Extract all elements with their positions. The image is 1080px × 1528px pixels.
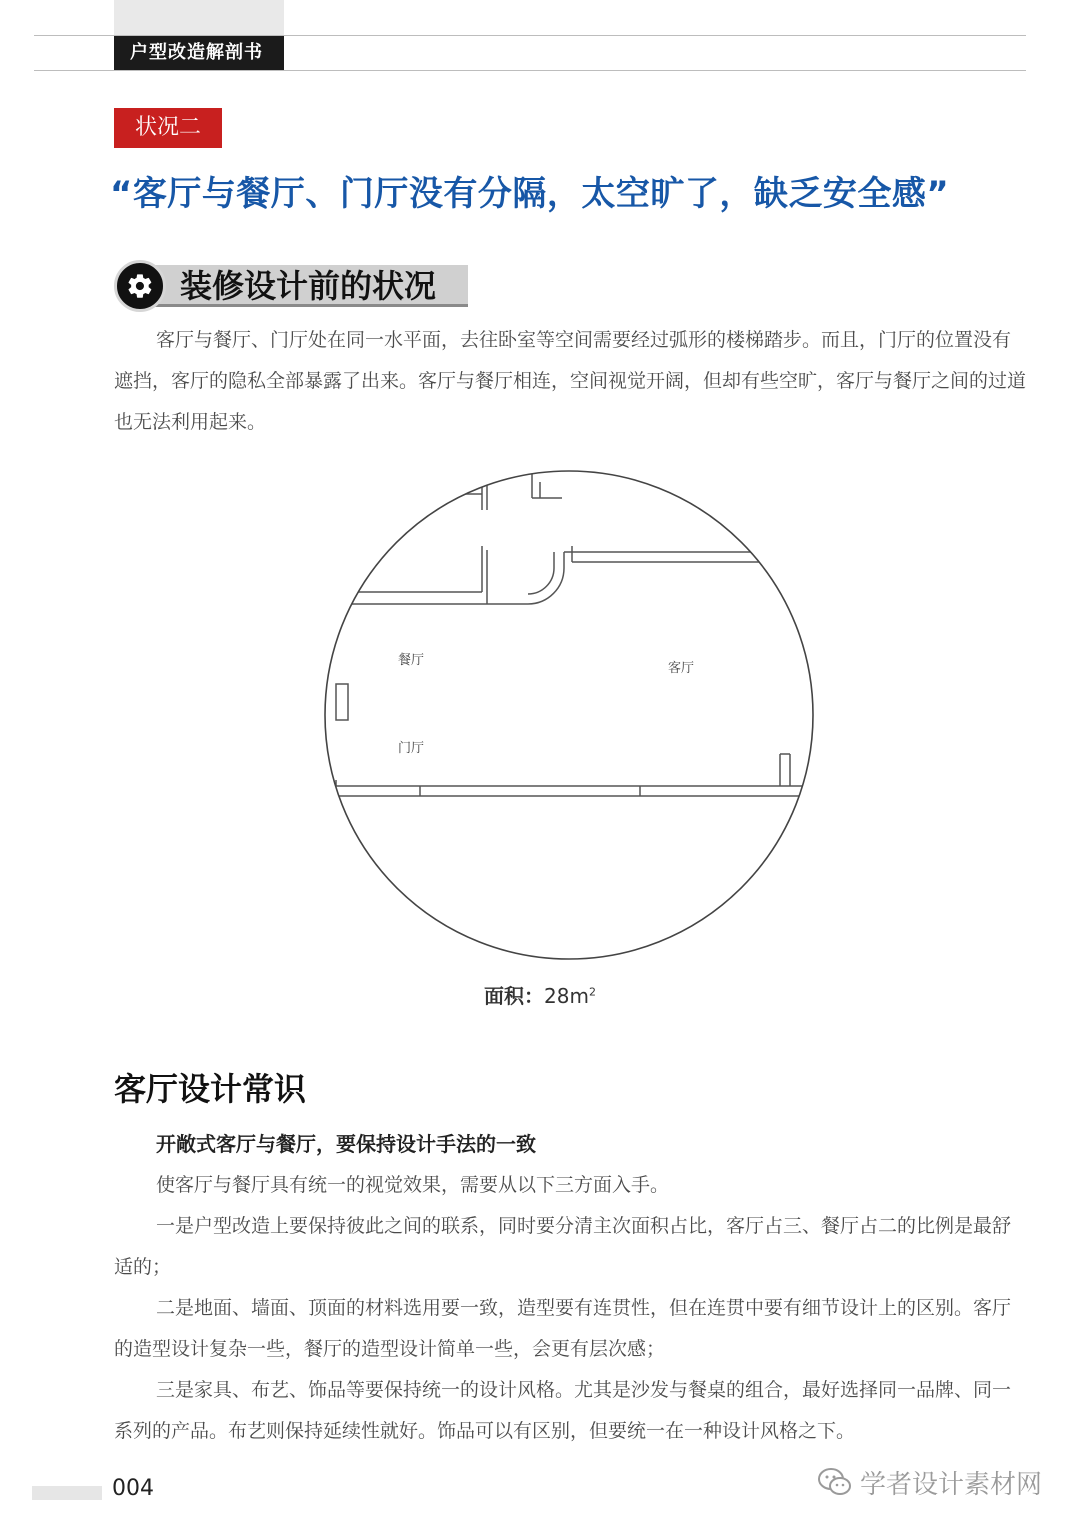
room-label-dining: 餐厅 [398,653,425,668]
section2-title: 客厅设计常识 [114,1070,307,1108]
floor-plan-walls [322,468,816,796]
case-badge: 状况二 [114,108,222,148]
section1-paragraph: 客厅与餐厅、门厅处在同一水平面，去往卧室等空间需要经过弧形的楼梯踏步。而且，门厅的位置没有遮挡，客厅的隐私全部暴露了出来。客厅与餐厅相连，空间视觉开阔，但却有些空旷，客厅与餐厅之间的过道也无法利用起来。 [114,329,1027,433]
footer-gray-block [32,1486,102,1500]
section2-paragraph-third: 三是家具、布艺、饰品等要保持统一的设计风格。尤其是沙发与餐桌的组合，最好选择同一品牌、同一系列的产品。布艺则保持延续性就好。饰品可以有区别，但要统一在一种设计风格之下。 [114,1379,1012,1442]
section2-subtitle: 开敞式客厅与餐厅，要保持设计手法的一致 [156,1132,536,1156]
area-unit-exponent: 2 [588,985,596,999]
area-label: 面积： [484,984,545,1008]
header-rule-bottom [34,70,1026,71]
header-gray-block [114,0,284,36]
floor-plan-circle-frame [325,471,813,959]
watermark-text: 学者设计素材网 [860,1469,1043,1500]
section2-paragraph-intro: 使客厅与餐厅具有统一的视觉效果，需要从以下三方面入手。 [156,1174,670,1196]
section2-paragraph-first: 一是户型改造上要保持彼此之间的联系，同时要分清主次面积占比，客厅占三、餐厅占二的比例是最舒适的； [114,1215,1012,1278]
floor-plan-diagram [322,468,816,962]
floor-area [0,980,1080,1009]
area-value: 28m [544,984,589,1008]
section-title: 装修设计前的状况 [180,267,437,305]
section-header-before-renovation [114,260,474,312]
section2-paragraph-second: 二是地面、墙面、顶面的材料选用要一致，造型要有连贯性，但在连贯中要有细节设计上的区别。客厅的造型设计复杂一些，餐厅的造型设计简单一些，会更有层次感； [114,1297,1012,1360]
watermark [818,1462,1058,1502]
book-title-tag: 户型改造解剖书 [114,36,284,70]
headline-quote: “客厅与餐厅、门厅没有分隔，太空旷了，缺乏安全感” [110,174,950,214]
page-number: 004 [112,1476,154,1501]
wechat-icon [818,1467,852,1497]
room-label-living: 客厅 [668,661,695,676]
room-label-foyer: 门厅 [398,741,425,756]
gear-icon [126,272,154,300]
gear-icon-circle [114,260,166,312]
